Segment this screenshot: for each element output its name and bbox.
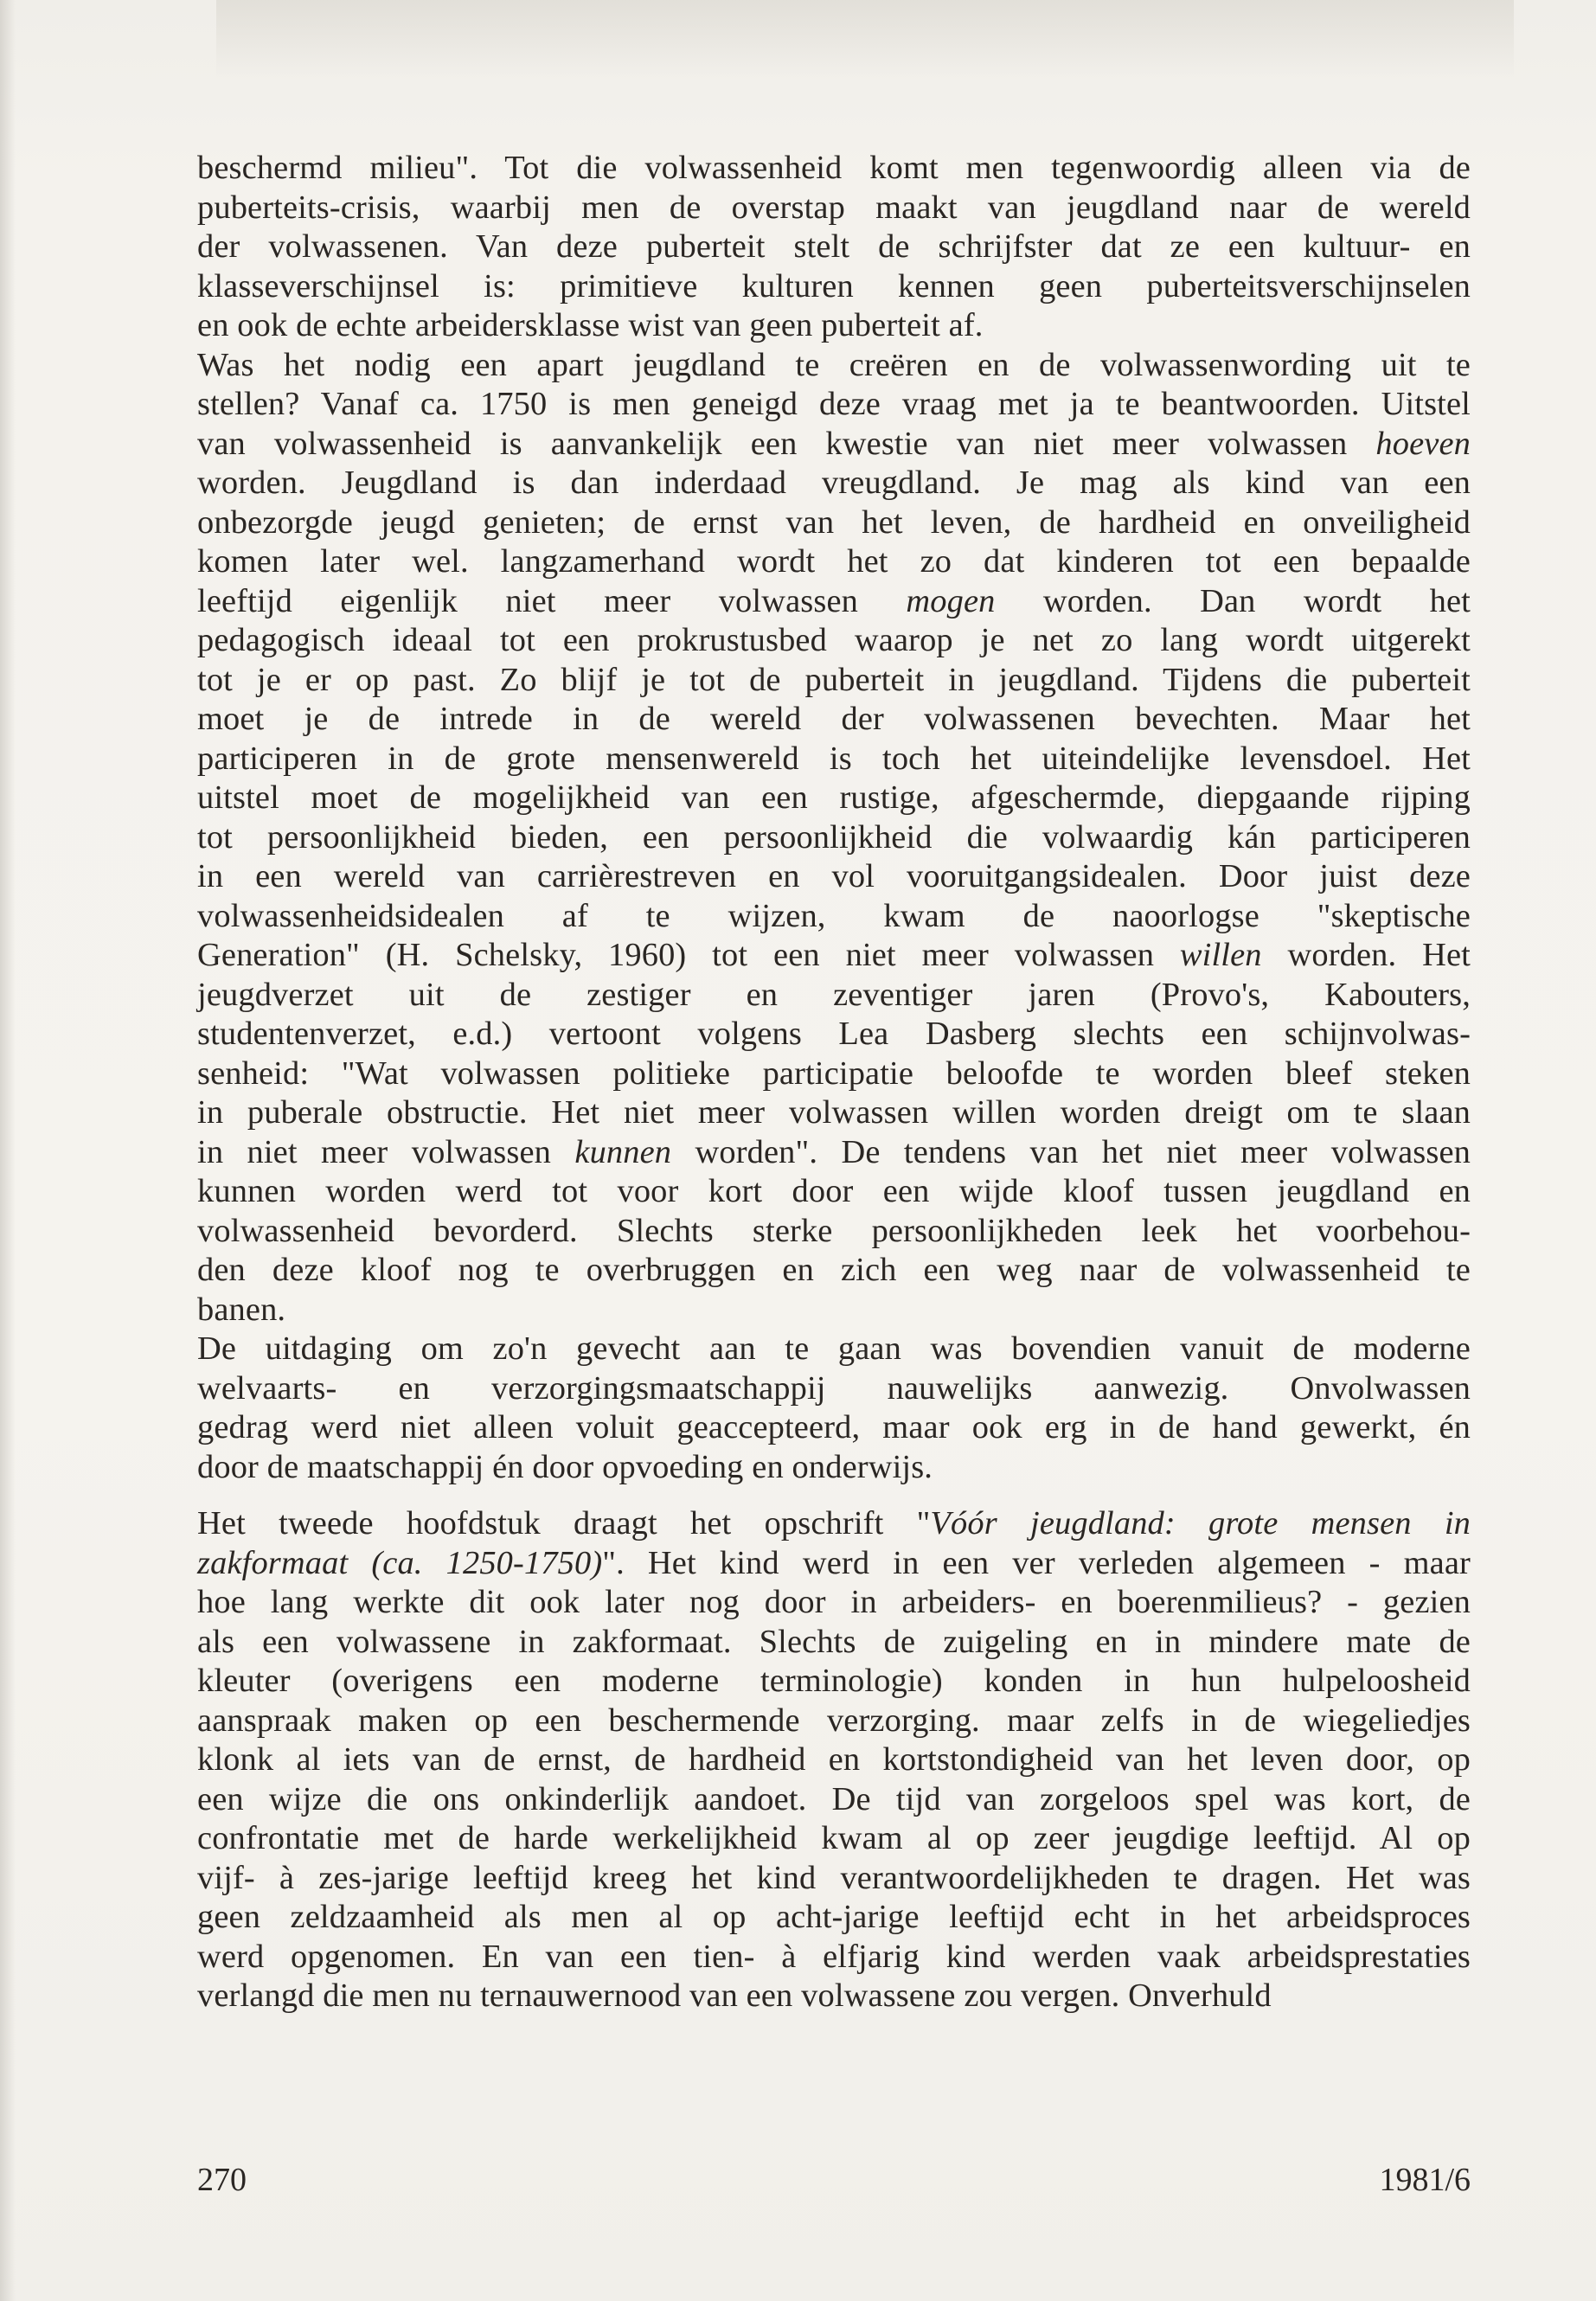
paragraph [197, 149, 1471, 346]
text-line: pedagogisch ideaal tot een prokrustusbed waarop je net zo lang wordt uitgerekt [197, 622, 1471, 658]
text-line: volwassenheidsidealen af te wijzen, kwam de naoorlogse "skeptische [197, 897, 1471, 934]
text-line: jeugdverzet uit de zestiger en zeventiger jaren (Provo's, Kabouters, [197, 976, 1471, 1013]
paragraph [197, 1504, 1471, 2016]
text-line: en ook de echte arbeidersklasse wist van geen puberteit af. [197, 307, 984, 343]
text-line: klasseverschijnsel is: primitieve kulturen kennen geen puberteitsverschijnselen [197, 267, 1471, 304]
text-line: als een volwassene in zakformaat. Slechts de zuigeling en in mindere mate de [197, 1623, 1471, 1660]
text-line: worden. Jeugdland is dan inderdaad vreugdland. Je mag als kind van een [197, 465, 1471, 501]
text-line: welvaarts- en verzorgingsmaatschappij nauwelijks aanwezig. Onvolwassen [197, 1369, 1471, 1407]
text-line: confrontatie met de harde werkelijkheid kwam al op zeer jeugdige leeftijd. Al op [197, 1820, 1471, 1856]
text-line: tot je er op past. Zo blijf je tot de puberteit in jeugdland. Tijdens die puberteit [197, 661, 1471, 698]
text-line: participeren in de grote mensenwereld is toch het uiteindelijke levensdoel. Het [197, 740, 1471, 777]
text-line: Generation" (H. Schelsky, 1960) tot een niet meer volwassen willen worden. Het [197, 937, 1471, 973]
text-line: kleuter (overigens een moderne terminologie) konden in hun hulpeloosheid [197, 1663, 1471, 1699]
text-line: studentenverzet, e.d.) vertoont volgens Lea Dasberg slechts een schijnvolwas- [197, 1016, 1471, 1052]
text-line: banen. [197, 1291, 286, 1328]
body-text [197, 149, 1471, 2016]
text-line: stellen? Vanaf ca. 1750 is men geneigd deze vraag met ja te beantwoorden. Uitstel [197, 386, 1471, 422]
text-line: leeftijd eigenlijk niet meer volwassen mogen worden. Dan wordt het [197, 582, 1471, 619]
text-line: De uitdaging om zo'n gevecht aan te gaan was bovendien vanuit de moderne [197, 1330, 1471, 1367]
text-line: geen zeldzaamheid als men al op acht-jarige leeftijd echt in het arbeidsproces [197, 1899, 1471, 1935]
text-line: een wijze die ons onkinderlijk aandoet. De tijd van zorgeloos spel was kort, de [197, 1780, 1471, 1817]
text-line: verlangd die men nu ternauwernood van een volwassene zou vergen. Onverhuld [197, 1977, 1272, 2014]
text-line: hoe lang werkte dit ook later nog door in arbeiders- en boerenmilieus? - gezien [197, 1584, 1471, 1620]
text-line: in niet meer volwassen kunnen worden". De tendens van het niet meer volwassen [197, 1133, 1471, 1170]
text-line: onbezorgde jeugd genieten; de ernst van het leven, de hardheid en onveiligheid [197, 503, 1471, 541]
text-line: beschermd milieu". Tot die volwassenheid komt men tegenwoordig alleen via de [197, 150, 1471, 186]
text-line: moet je de intrede in de wereld der volwassenen bevechten. Maar het [197, 701, 1471, 737]
text-line: aanspraak maken op een beschermende verzorging. maar zelfs in de wiegeliedjes [197, 1702, 1471, 1739]
text-line: uitstel moet de mogelijkheid van een rustige, afgeschermde, diepgaande rijping [197, 779, 1471, 816]
page-number: 270 [197, 2162, 247, 2198]
text-line: werd opgenomen. En van een tien- à elfjarig kind werden vaak arbeidsprestaties [197, 1938, 1471, 1975]
text-line: door de maatschappij én door opvoeding en onderwijs. [197, 1448, 933, 1485]
text-line: senheid: "Wat volwassen politieke participatie beloofde te worden bleef steken [197, 1054, 1471, 1092]
text-line: tot persoonlijkheid bieden, een persoonlijkheid die volwaardig kán participeren [197, 818, 1471, 856]
text-line: vijf- à zes-jarige leeftijd kreeg het kind verantwoordelijkheden te dragen. Het was [197, 1859, 1471, 1896]
text-line: den deze kloof nog te overbruggen en zich een weg naar de volwassenheid te [197, 1252, 1471, 1288]
text-line: in een wereld van carrièrestreven en vol vooruitgangsidealen. Door juist deze [197, 858, 1471, 894]
issue-number: 1981/6 [1379, 2162, 1471, 2198]
text-line: komen later wel. langzamerhand wordt het zo dat kinderen tot een bepaalde [197, 543, 1471, 580]
scan-shadow-left [0, 0, 16, 2301]
paragraph [197, 1330, 1471, 1487]
text-line: klonk al iets van de ernst, de hardheid en kortstondigheid van het leven door, op [197, 1741, 1471, 1778]
text-line: van volwassenheid is aanvankelijk een kwestie van niet meer volwassen hoeven [197, 425, 1471, 462]
text-line: gedrag werd niet alleen voluit geaccepteerd, maar ook erg in de hand gewerkt, én [197, 1409, 1471, 1445]
text-line: puberteits-crisis, waarbij men de overstap maakt van jeugdland naar de wereld [197, 189, 1471, 226]
text-line: in puberale obstructie. Het niet meer volwassen willen worden dreigt om te slaan [197, 1094, 1471, 1131]
scan-shadow-top [216, 0, 1514, 78]
text-line: der volwassenen. Van deze puberteit stelt de schrijfster dat ze een kultuur- en [197, 228, 1471, 265]
text-line: Het tweede hoofdstuk draagt het opschrift "Vóór jeugdland: grote mensen in [197, 1505, 1471, 1541]
text-line: Was het nodig een apart jeugdland te creëren en de volwassenwording uit te [197, 346, 1471, 383]
text-line: zakformaat (ca. 1250-1750)". Het kind werd in een ver verleden algemeen - maar [197, 1544, 1471, 1581]
text-line: kunnen worden werd tot voor kort door een wijde kloof tussen jeugdland en [197, 1173, 1471, 1209]
paragraph [197, 346, 1471, 1330]
text-line: volwassenheid bevorderd. Slechts sterke persoonlijkheden leek het voorbehou- [197, 1212, 1471, 1249]
